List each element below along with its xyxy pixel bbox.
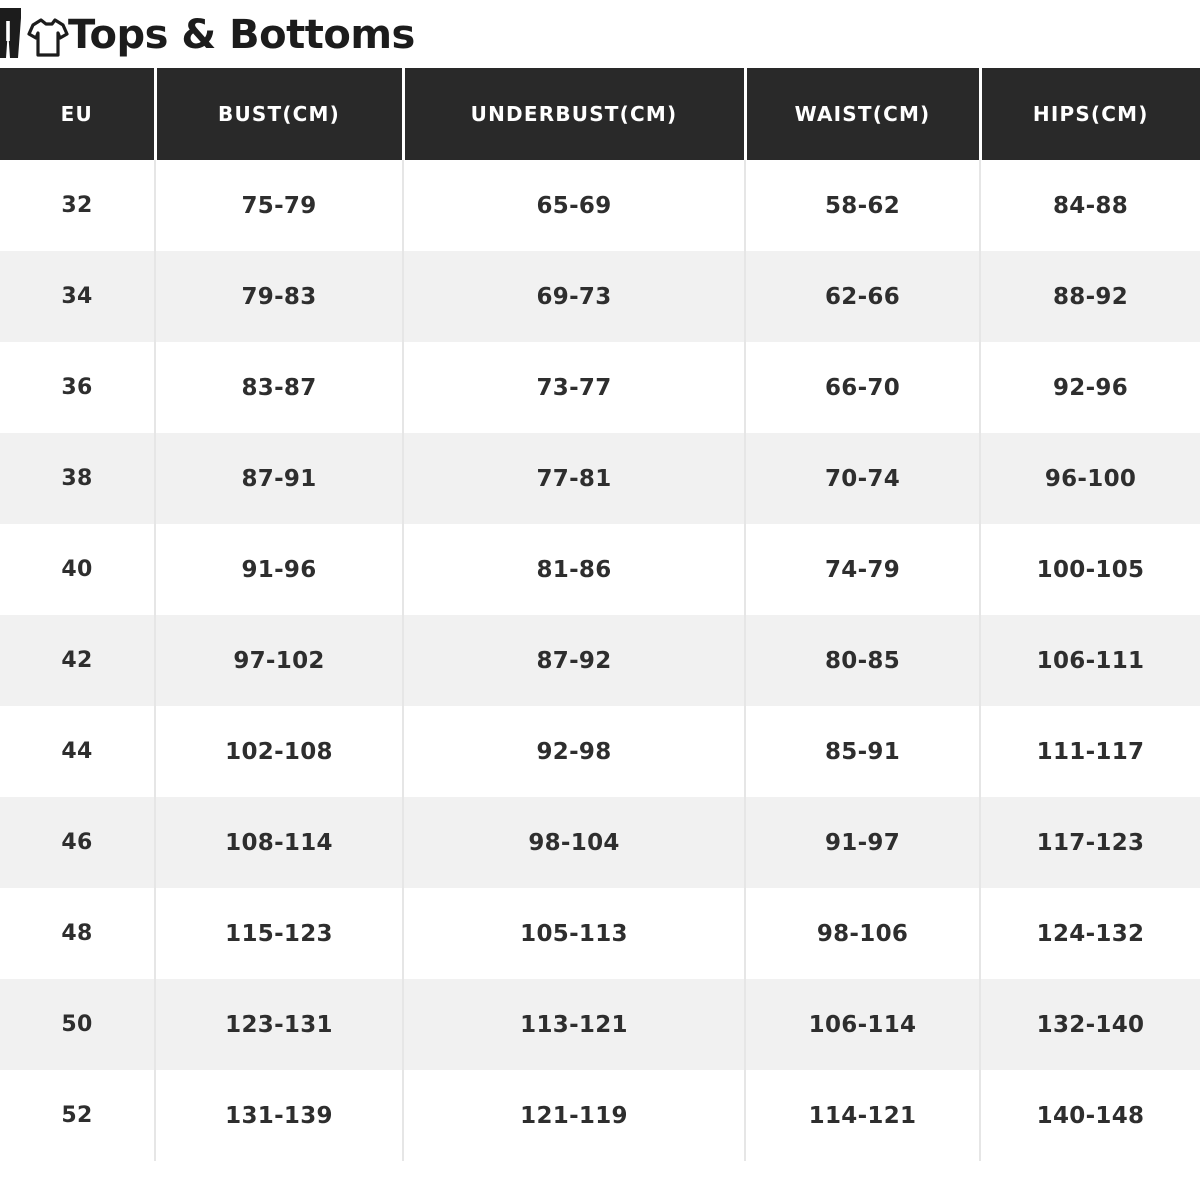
table-row	[0, 160, 1200, 251]
cell-hips: 106-111	[980, 615, 1200, 706]
cell-waist: 106-114	[745, 979, 980, 1070]
cell-waist: 98-106	[745, 888, 980, 979]
cell-hips: 100-105	[980, 524, 1200, 615]
cell-eu: 32	[0, 160, 155, 251]
cell-eu: 36	[0, 342, 155, 433]
cell-hips: 92-96	[980, 342, 1200, 433]
cell-bust: 79-83	[155, 251, 403, 342]
table-row	[0, 888, 1200, 979]
column-header-bust: BUST(CM)	[155, 68, 403, 160]
cell-underbust: 121-119	[403, 1070, 745, 1161]
cell-waist: 62-66	[745, 251, 980, 342]
cell-bust: 115-123	[155, 888, 403, 979]
cell-hips: 96-100	[980, 433, 1200, 524]
cell-bust: 97-102	[155, 615, 403, 706]
table-row	[0, 615, 1200, 706]
cell-bust: 91-96	[155, 524, 403, 615]
cell-hips: 84-88	[980, 160, 1200, 251]
cell-waist: 114-121	[745, 1070, 980, 1161]
cell-waist: 80-85	[745, 615, 980, 706]
table-header-row	[0, 68, 1200, 160]
table-row	[0, 797, 1200, 888]
cell-underbust: 87-92	[403, 615, 745, 706]
cell-waist: 85-91	[745, 706, 980, 797]
cell-underbust: 77-81	[403, 433, 745, 524]
column-header-waist: WAIST(CM)	[745, 68, 980, 160]
cell-hips: 124-132	[980, 888, 1200, 979]
cell-underbust: 73-77	[403, 342, 745, 433]
cell-bust: 102-108	[155, 706, 403, 797]
cell-hips: 111-117	[980, 706, 1200, 797]
size-table	[0, 68, 1200, 1161]
cell-waist: 74-79	[745, 524, 980, 615]
cell-bust: 75-79	[155, 160, 403, 251]
column-header-hips: HIPS(CM)	[980, 68, 1200, 160]
cell-eu: 44	[0, 706, 155, 797]
cell-hips: 132-140	[980, 979, 1200, 1070]
cell-eu: 50	[0, 979, 155, 1070]
cell-eu: 40	[0, 524, 155, 615]
column-header-underbust: UNDERBUST(CM)	[403, 68, 745, 160]
cell-hips: 88-92	[980, 251, 1200, 342]
column-header-eu: EU	[0, 68, 155, 160]
cell-waist: 91-97	[745, 797, 980, 888]
cell-bust: 83-87	[155, 342, 403, 433]
pants-icon	[0, 7, 23, 63]
cell-underbust: 113-121	[403, 979, 745, 1070]
table-row	[0, 342, 1200, 433]
table-row	[0, 1070, 1200, 1161]
table-row	[0, 524, 1200, 615]
table-row	[0, 251, 1200, 342]
page-header	[0, 0, 1200, 68]
cell-eu: 46	[0, 797, 155, 888]
cell-bust: 108-114	[155, 797, 403, 888]
cell-waist: 66-70	[745, 342, 980, 433]
cell-bust: 123-131	[155, 979, 403, 1070]
cell-eu: 38	[0, 433, 155, 524]
shirt-icon	[27, 17, 69, 63]
table-header	[0, 68, 1200, 160]
cell-bust: 87-91	[155, 433, 403, 524]
cell-eu: 52	[0, 1070, 155, 1161]
table-row	[0, 706, 1200, 797]
table-body	[0, 160, 1200, 1161]
cell-eu: 48	[0, 888, 155, 979]
table-row	[0, 979, 1200, 1070]
cell-underbust: 98-104	[403, 797, 745, 888]
cell-underbust: 81-86	[403, 524, 745, 615]
page-title: Tops & Bottoms	[68, 12, 415, 58]
table-row	[0, 433, 1200, 524]
cell-waist: 58-62	[745, 160, 980, 251]
cell-waist: 70-74	[745, 433, 980, 524]
cell-hips: 140-148	[980, 1070, 1200, 1161]
cell-eu: 34	[0, 251, 155, 342]
cell-bust: 131-139	[155, 1070, 403, 1161]
cell-underbust: 92-98	[403, 706, 745, 797]
cell-underbust: 69-73	[403, 251, 745, 342]
cell-hips: 117-123	[980, 797, 1200, 888]
cell-underbust: 105-113	[403, 888, 745, 979]
cell-underbust: 65-69	[403, 160, 745, 251]
header-icon-group	[0, 7, 68, 63]
cell-eu: 42	[0, 615, 155, 706]
